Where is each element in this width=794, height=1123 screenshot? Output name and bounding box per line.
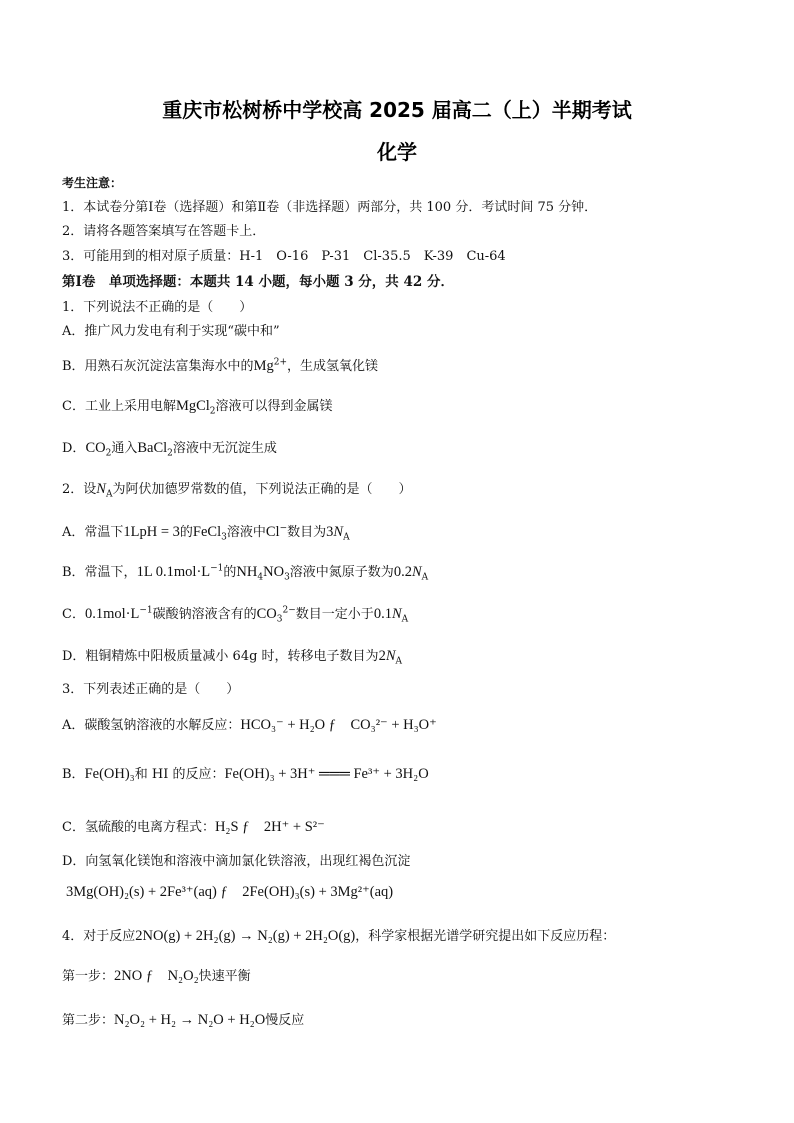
q4-step-2: 第二步：N₂O₂ + H₂ → N₂O + H₂O慢反应 xyxy=(62,1012,305,1028)
q3-stem: 3．下列表述正确的是（ ） xyxy=(62,682,240,697)
q4-stem: 4．对于反应2NO(g) + 2H₂(g) → N₂(g) + 2H₂O(g)，科学家根据光谱学研究提出如下反应历程： xyxy=(62,928,616,944)
q2-stem: 2．设$N_A$为阿伏加德罗常数的值，下列说法正确的是（ ） xyxy=(62,481,412,500)
q1-stem: 1．下列说法不正确的是（ ） xyxy=(62,300,253,315)
q3-option-a: A．碳酸氢钠溶液的水解反应：HCO₃⁻ + H₂O ƒ CO₃²⁻ + H₃O⁺ xyxy=(62,717,437,733)
notice-item-3: 3．可能用到的相对原子质量：H-1 O-16 P-31 Cl-35.5 K-39 Cu-64 xyxy=(62,249,506,264)
q3-option-c: C．氢硫酸的电离方程式：H₂S ƒ 2H⁺ + S²⁻ xyxy=(62,819,325,835)
q3-option-b: B．Fe(OH)₃和 HI 的反应：Fe(OH)₃ + 3H⁺ ═══ Fe³⁺ + 3H₂O xyxy=(62,766,429,782)
q4-step-1: 第一步：2NO ƒ N₂O₂快速平衡 xyxy=(62,968,251,984)
q2-option-a: A．常温下1LpH = 3的FeCl$_3$溶液中Cl−数目为$3N_A$ xyxy=(62,523,350,543)
q2-option-b: B．常温下，1L $0.1mol\cdot L^{-1}$的$NH_4NO_3$溶液中氮原子数为$0.2N_A$ xyxy=(62,563,429,583)
notice-item-1: 1．本试卷分第Ⅰ卷（选择题）和第Ⅱ卷（非选择题）两部分，共 100 分．考试时间 75 分钟． xyxy=(62,200,598,215)
subject-title: 化学 xyxy=(377,140,417,164)
notice-item-2: 2．请将各题答案填写在答题卡上． xyxy=(62,224,266,239)
q2-option-d: D．粗铜精炼中阳极质量减小 64g 时，转移电子数目为$2N_A$ xyxy=(62,648,402,667)
q2-option-c: C．$0.1mol\cdot L^{-1}$碳酸钠溶液含有的$CO_3^{2-}$数目一定小于$0.1N_A$ xyxy=(62,605,409,625)
section-heading: 第Ⅰ卷 单项选择题：本题共 14 小题，每小题 3 分，共 42 分． xyxy=(62,274,454,290)
q3-option-d-equation: 3Mg(OH)₂(s) + 2Fe³⁺(aq) ƒ 2Fe(OH)₃(s) + 3Mg²⁺(aq) xyxy=(66,884,394,900)
q1-option-c: C．工业上采用电解MgCl$_2$溶液可以得到金属镁 xyxy=(62,398,333,417)
q3-option-d: D．向氢氧化镁饱和溶液中滴加氯化铁溶液，出现红褐色沉淀 xyxy=(62,854,411,869)
notice-heading: 考生注意： xyxy=(62,176,123,190)
q1-option-d: D．$CO_2$通入BaCl$_2$溶液中无沉淀生成 xyxy=(62,440,277,459)
exam-title: 重庆市松树桥中学校高 2025 届高二（上）半期考试 xyxy=(162,98,632,122)
q1-option-b: B．用熟石灰沉淀法富集海水中的$Mg^{2+}$，生成氢氧化镁 xyxy=(62,357,379,374)
q1-option-a: A．推广风力发电有利于实现“碳中和” xyxy=(62,324,280,339)
